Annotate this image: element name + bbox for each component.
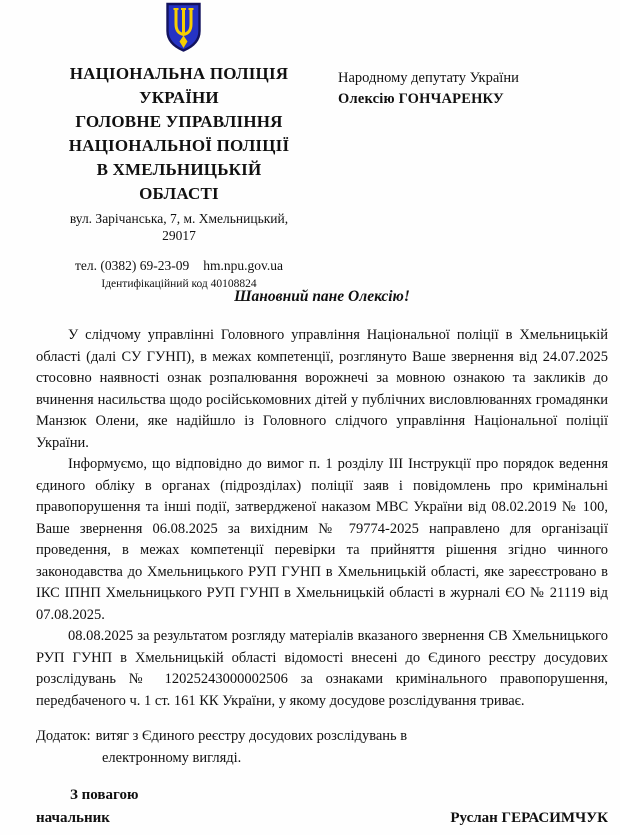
attachment-label: Додаток:: [36, 728, 91, 744]
body-paragraph-3: 08.08.2025 за результатом розгляду матеріалів вказаного звернення СВ Хмельницького РУП ГУНП в Хмельницькій області відомості внесені до Єдиного реєстру досудових розслідувань № 12025243000002506 за ознаками кримінального правопорушення, передбаченого ч. 1 ст. 161 КК України, у якому досудове розслідування триває.: [36, 628, 608, 709]
signer-position: начальник: [36, 810, 110, 826]
org-postal-code: 29017: [162, 228, 196, 243]
body-paragraph-2: Інформуємо, що відповідно до вимог п. 1 розділу III Інструкції про порядок ведення єдиного обліку в органах (підрозділах) поліції заяв і повідомлень про кримінальні правопорушення та інші події, затвердженої наказом МВС України від 08.02.2019 № 100, Ваше звернення 06.08.2025 за вихідним № 79774-2025 направлено для організації проведення, в межах компетенції перевірки та прийняття рішення згідно чинного законодавства до Хмельницького РУП ГУНП в Хмельницькій області, яке зареєстровано в ІКС ІПНП Хмельницького РУП ГУНП в Хмельницькій області в журналі ЄО № 21119 від 07.08.2025.: [36, 456, 608, 623]
signature-block: [36, 785, 608, 829]
org-name-line: НАЦІОНАЛЬНОЇ ПОЛІЦІЇ: [68, 136, 290, 155]
trident-glyph: [174, 9, 194, 35]
addressee-title: Народному депутату України: [338, 70, 519, 86]
ukraine-trident-emblem: [165, 2, 202, 53]
org-name-line: УКРАЇНИ: [139, 88, 219, 107]
org-id-code: Ідентифікаційний код 40108824: [101, 278, 257, 290]
letterhead-org-block: [36, 62, 322, 292]
attachment-text: витяг з Єдиного реєстру досудових розслідувань в електронному вигляді.: [95, 728, 408, 766]
org-name-line: ГОЛОВНЕ УПРАВЛІННЯ: [75, 112, 283, 131]
org-name-line: НАЦІОНАЛЬНА ПОЛІЦІЯ: [69, 64, 289, 83]
signature-closing: З повагою: [70, 787, 139, 803]
body-paragraph-1: У слідчому управлінні Головного управління Національної поліції в Хмельницькій області (далі СУ ГУНП), в межах компетенції, розглянуто Ваше звернення від 24.07.2025 стосовно наявності ознак розпалювання ворожнечі за мовною ознакою та закликів до вчинення насильства щодо російськомовних дітей у публічних висловлюваннях громадянки Манзюк Олени, яке надійшло із Головного слідчого управління Національної поліції України.: [36, 327, 608, 451]
addressee-block: [338, 68, 519, 110]
letter-body: [36, 325, 608, 829]
org-website: hm.npu.gov.ua: [203, 258, 283, 273]
org-street-address: вул. Зарічанська, 7, м. Хмельницький,: [69, 211, 289, 226]
addressee-name: Олексію ГОНЧАРЕНКУ: [338, 91, 504, 107]
signer-name: Руслан ГЕРАСИМЧУК: [450, 810, 608, 826]
salutation: Шановний пане Олексію!: [234, 288, 410, 305]
org-phone: тел. (0382) 69-23-09: [75, 258, 190, 273]
org-name-line: ОБЛАСТІ: [139, 184, 219, 203]
org-name-line: В ХМЕЛЬНИЦЬКІЙ: [96, 160, 262, 179]
attachment-note: [36, 726, 488, 769]
org-contact-line: [36, 257, 322, 274]
